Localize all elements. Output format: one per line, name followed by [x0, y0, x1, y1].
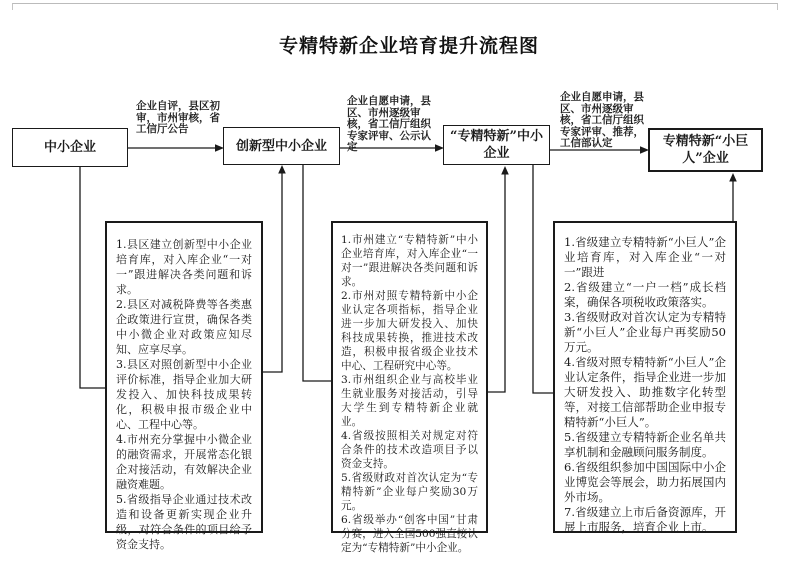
- measure-item: 5.省级财政对首次认定为“专精特新”企业每户奖励30万元。: [341, 472, 478, 512]
- connector-panel1-stage2: [263, 171, 282, 372]
- transition-label-1: 企业自评，县区初审，市州审核，省工信厅公告: [136, 100, 220, 135]
- measure-item: 3.县区对照创新型中小企业评价标准，指导企业加大研发投入、加快科技成果转化，积极申报市级企业中心、工程中心等。: [116, 358, 252, 431]
- measure-panel-2: [331, 221, 488, 554]
- arrowhead-up-1: [278, 165, 286, 174]
- measure-item: 4.市州充分掌握中小微企业的融资需求，开展常态化银企对接活动，有效解决企业融资难题。: [116, 433, 252, 491]
- measure-item: 1.省级建立专精特新“小巨人”企业培育库，对入库企业“一对一”跟进: [564, 235, 726, 279]
- measure-item: 1.市州建立“专精特新”中小企业培育库，对入库企业“一对一”跟进解决各类问题和诉求。: [341, 234, 478, 288]
- measure-item: 6.省级组织参加中国国际中小企业博览会等展会，助力拓展国内外市场。: [564, 460, 726, 504]
- stage-label-innovative-sme: 创新型中小企业: [235, 138, 327, 154]
- transition-label-2: 企业自愿申请，县区、市州逐级审核，省工信厅组织专家评审、公示认定: [347, 95, 431, 153]
- measure-panel-1: [105, 221, 263, 551]
- measure-panel-3: [553, 221, 737, 533]
- measure-item: 4.省级按照相关对规定对符合条件的技术改造项目予以资金支持。: [341, 430, 478, 470]
- arrowhead-up-2: [501, 166, 509, 175]
- transition-label-3: 企业自愿申请，县区、市州逐级审核，省工信厅组织专家评审、推荐，工信部认定: [560, 91, 644, 149]
- stage-box-zjtx-sme: [443, 125, 550, 165]
- measure-item: 5.省级建立专精特新企业名单共享机制和金融顾问服务制度。: [564, 430, 726, 459]
- measure-item: 2.省级建立“一户一档”成长档案，确保各项税收政策落实。: [564, 280, 726, 309]
- page-title: 专精特新企业培育提升流程图: [278, 35, 539, 57]
- stage-box-little-giant: [648, 128, 763, 172]
- connector-stage3-panel3: [533, 165, 553, 393]
- stage-label-zjtx-sme: “专精特新”中小企业: [450, 129, 543, 161]
- stage-label-little-giant: 专精特新“小巨人”企业: [662, 134, 749, 166]
- measure-item: 2.县区对减税降费等各类惠企政策进行宣贯，确保各类中小微企业对政策应知尽知、应享尽享。: [116, 298, 252, 356]
- connector-stage2-panel2: [303, 165, 331, 381]
- arrowhead-up-3: [729, 173, 737, 182]
- measure-item: 6.省级举办“创客中国”甘肃分赛，进入全国500强直接认定为“专精特新”中小企业。: [341, 514, 478, 554]
- measure-item: 3.省级财政对首次认定为专精特新“小巨人”企业每户再奖励50万元。: [564, 310, 726, 354]
- measure-item: 4.省级对照专精特新“小巨人”企业认定条件，指导企业进一步加大研发投入、助推数字化转型等，对接工信部帮助企业申报专精特新“小巨人”。: [564, 355, 726, 429]
- connector-stage1-panel1: [80, 167, 105, 388]
- stage-box-sme: [12, 128, 128, 167]
- stage-label-sme: 中小企业: [43, 140, 96, 155]
- stage-box-innovative-sme: [223, 127, 340, 165]
- connector-panel2-stage3: [488, 172, 505, 392]
- measure-item: 2.市州对照专精特新中小企业认定各项指标，指导企业进一步加大研发投入、加快科技成果转换，推进技术改造，积极申报省级企业技术中心、工程研究中心等。: [341, 290, 478, 372]
- measure-item: 7.省级建立上市后备资源库，开展上市服务，培育企业上市。: [564, 505, 726, 534]
- measure-item: 3.市州组织企业与高校毕业生就业服务对接活动，引导大学生到专精特新企业就业。: [341, 374, 478, 428]
- measure-item: 5.省级指导企业通过技术改造和设备更新实现企业升级，对符合条件的项目给予资金支持。: [116, 493, 252, 551]
- measure-item: 1.县区建立创新型中小企业培育库，对入库企业“一对一”跟进解决各类问题和诉求。: [116, 238, 252, 296]
